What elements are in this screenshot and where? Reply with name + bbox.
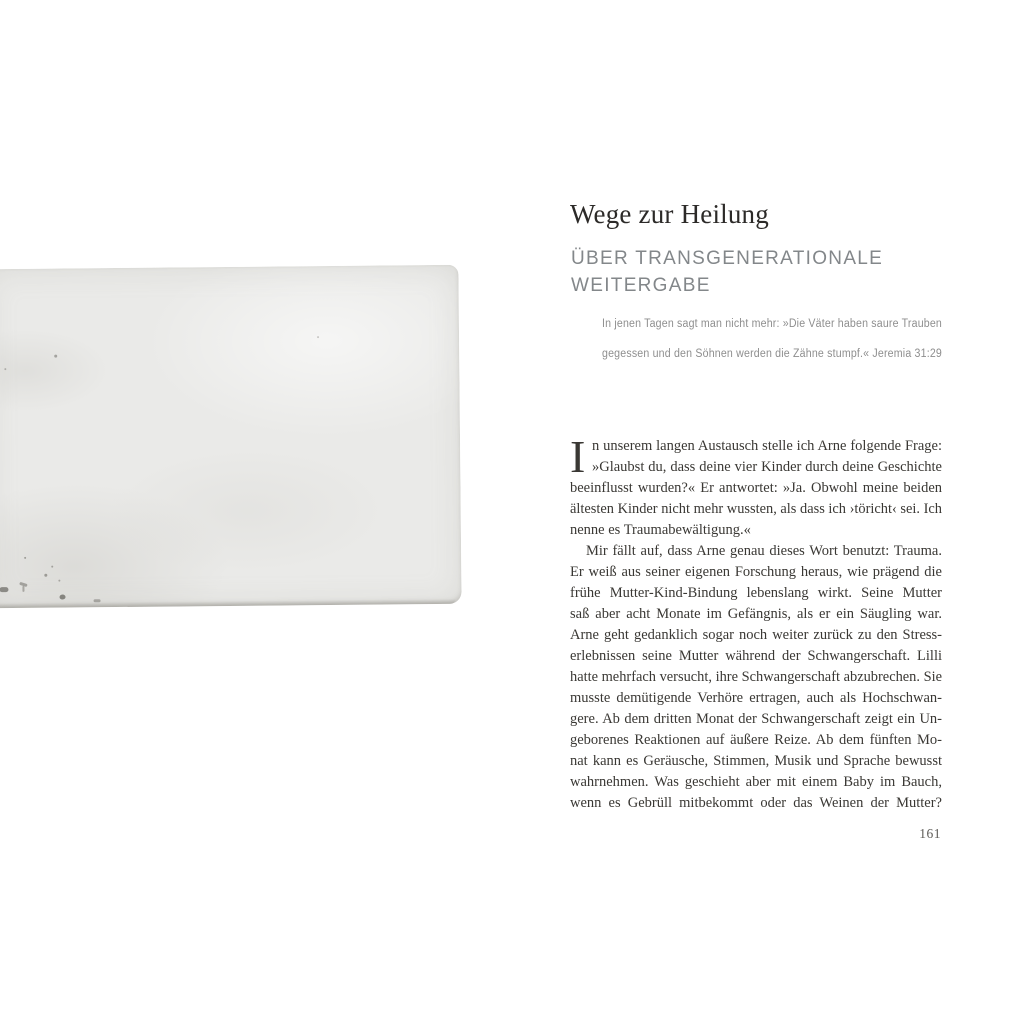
drop-cap: I	[570, 431, 586, 482]
text-line: frühe Mutter-Kind-Bindung lebenslang wirkt. Seine Mutter	[570, 585, 942, 601]
text-line: »Glaubst du, dass deine vier Kinder durch deine Geschichte	[592, 459, 942, 475]
paper-speck	[94, 599, 101, 602]
epigraph-line-2: gegessen und den Söhnen werden die Zähne stumpf.« Jeremia 31:29	[602, 348, 942, 360]
paper-speck	[51, 566, 53, 568]
paper-speck	[4, 368, 6, 370]
text-line: nat kann es Geräusche, Stimmen, Musik und Sprache bewusst	[570, 753, 942, 769]
paper-speck	[44, 574, 47, 577]
section-kicker	[571, 245, 883, 299]
blank-paper-photo	[0, 265, 462, 609]
epigraph-quote	[602, 309, 971, 369]
paper-speck	[22, 586, 24, 592]
paper-speck	[0, 587, 8, 592]
paragraph-1	[570, 431, 942, 541]
text-line: n unserem langen Austausch stelle ich Arne folgende Frage:	[592, 438, 942, 454]
kicker-line-1: ÜBER TRANSGENERATIONALE	[571, 248, 884, 269]
text-line: beeinflusst wurden?« Er antwortet: »Ja. Obwohl meine beiden	[570, 480, 942, 496]
page-number: 161	[919, 826, 941, 841]
text-line: saß aber acht Monate im Gefängnis, als er ein Säugling war.	[570, 606, 942, 622]
text-line: Er weiß aus seiner eigenen Forschung heraus, wie prägend die	[570, 564, 942, 580]
text-line: hatte mehrfach versucht, ihre Schwangerschaft abzubrechen. Sie	[570, 669, 942, 685]
paper-speck	[58, 580, 60, 582]
text-line: geborenes Reaktionen auf äußere Reize. Ab dem fünften Mo-	[570, 732, 942, 748]
text-line: Mir fällt auf, dass Arne genau dieses Wort benutzt: Trauma.	[586, 543, 942, 559]
text-line: gere. Ab dem dritten Monat der Schwangerschaft zeigt ein Un-	[570, 711, 942, 727]
paper-speck	[54, 355, 57, 358]
paper-speck	[317, 336, 319, 338]
text-line: wahrnehmen. Was geschieht aber mit einem Baby im Bauch,	[570, 774, 942, 790]
text-line: musste demütigende Verhöre ertragen, auch als Hochschwan-	[570, 690, 942, 706]
chapter-title: Wege zur Heilung	[570, 199, 769, 229]
epigraph-line-1: In jenen Tagen sagt man nicht mehr: »Die Väter haben saure Trauben	[602, 318, 942, 330]
paragraph-2	[570, 541, 942, 814]
text-line: erlebnissen seine Mutter während der Schwangerschaft. Lilli	[570, 648, 942, 664]
text-line: nenne es Traumabewältigung.«	[570, 522, 751, 538]
text-line: wenn es Gebrüll mitbekommt oder das Weinen der Mutter?	[570, 795, 942, 811]
text-line: ältesten Kinder nicht mehr wussten, als dass ich ›töricht‹ sei. Ich	[570, 501, 942, 517]
text-line: Arne geht gedanklich sogar noch weiter zurück zu den Stress-	[570, 627, 942, 643]
body-text	[570, 431, 942, 814]
kicker-line-2: WEITERGABE	[571, 275, 711, 296]
paper-speck	[24, 557, 26, 559]
text-column	[570, 0, 942, 1024]
paper-speck	[60, 595, 66, 600]
